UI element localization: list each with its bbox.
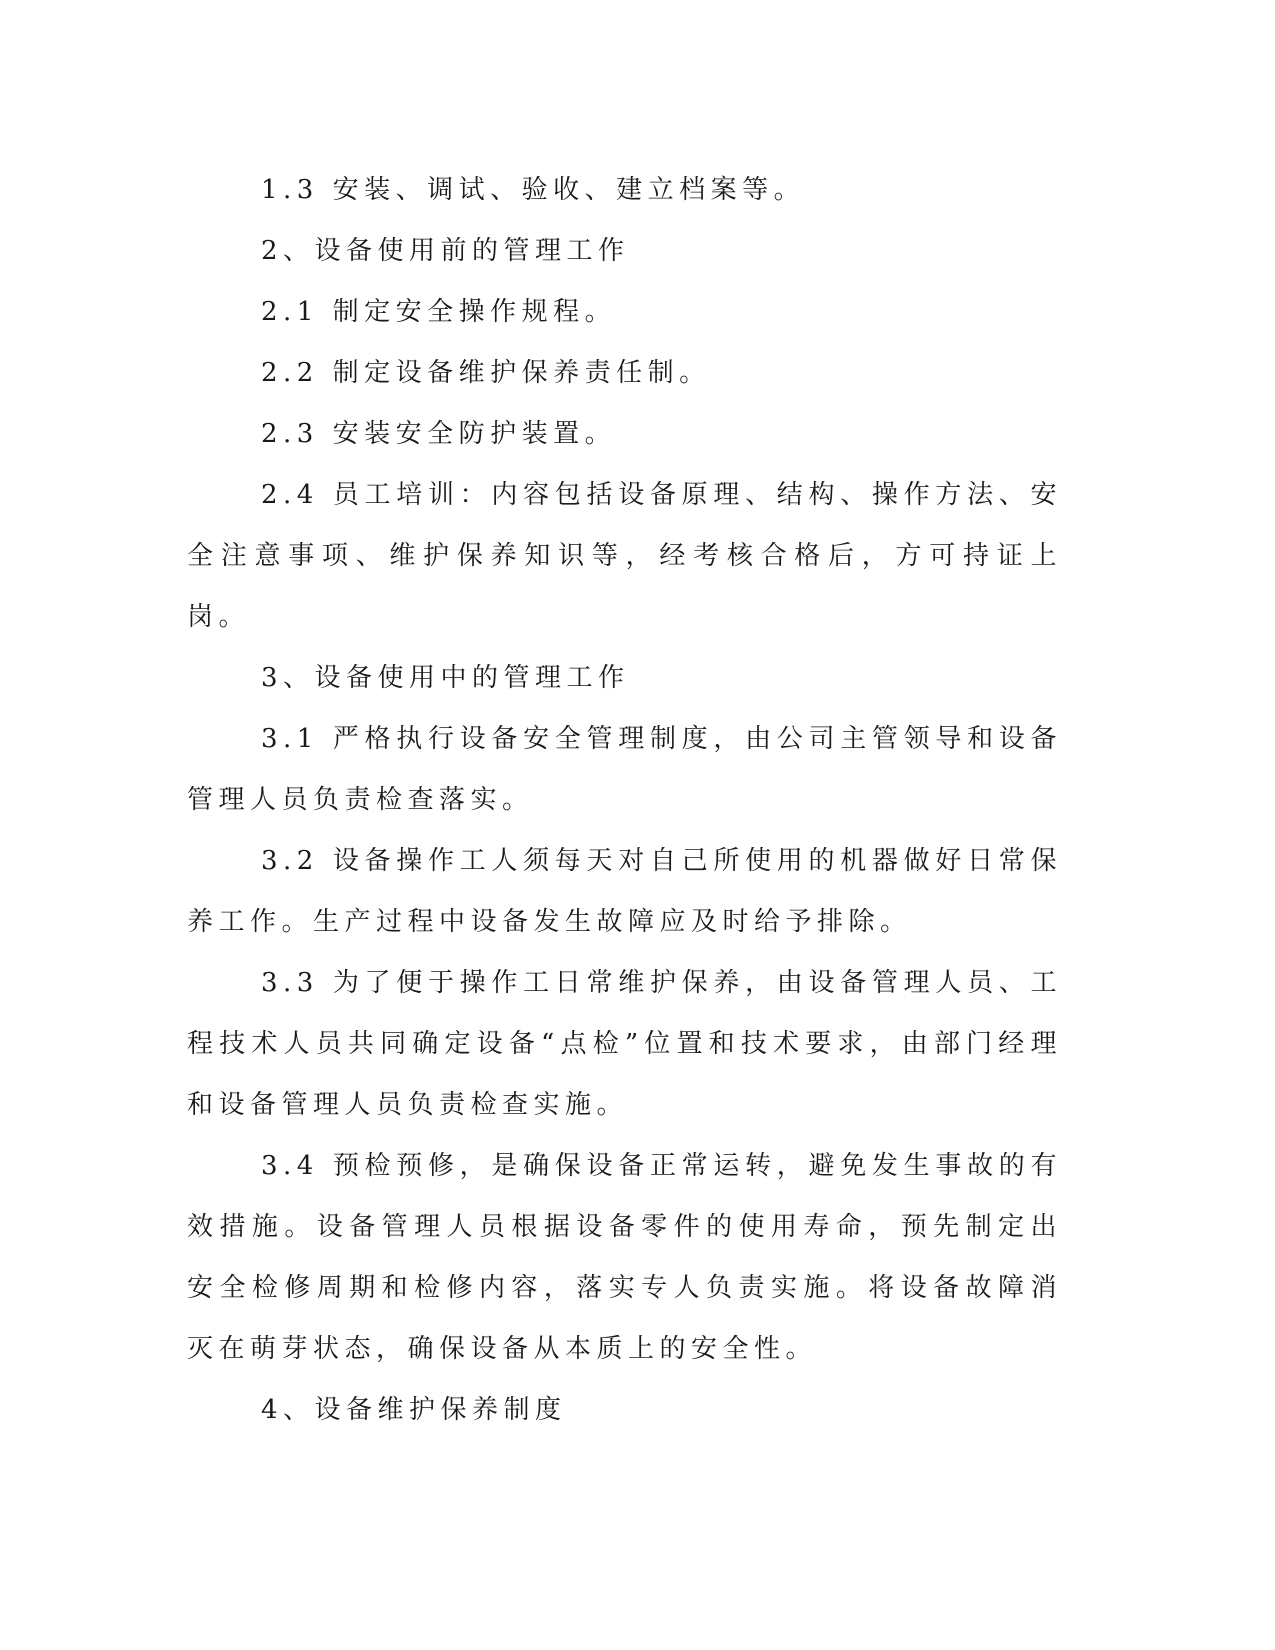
paragraph-3-1: 3.1 严格执行设备安全管理制度，由公司主管领导和设备管理人员负责检查落实。 <box>187 724 1062 815</box>
paragraph-2-1: 2.1 制定安全操作规程。 <box>261 297 617 327</box>
paragraph-1-3: 1.3 安装、调试、验收、建立档案等。 <box>261 175 806 205</box>
heading-section-3: 3、设备使用中的管理工作 <box>261 663 630 693</box>
paragraph-3-3: 3.3 为了便于操作工日常维护保养，由设备管理人员、工程技术人员共同确定设备“点检”位置和技术要求，由部门经理和设备管理人员负责检查实施。 <box>187 968 1062 1120</box>
heading-section-4: 4、设备维护保养制度 <box>261 1395 567 1425</box>
paragraph-3-2: 3.2 设备操作工人须每天对自己所使用的机器做好日常保养工作。生产过程中设备发生故障应及时给予排除。 <box>187 846 1062 937</box>
document-body <box>187 160 1062 1441</box>
heading-section-2: 2、设备使用前的管理工作 <box>261 236 630 266</box>
paragraph-2-2: 2.2 制定设备维护保养责任制。 <box>261 358 711 388</box>
paragraph-2-3: 2.3 安装安全防护装置。 <box>261 419 617 449</box>
paragraph-3-4: 3.4 预检预修，是确保设备正常运转，避免发生事故的有效措施。设备管理人员根据设备零件的使用寿命，预先制定出安全检修周期和检修内容，落实专人负责实施。将设备故障消灭在萌芽状态，确保设备从本质上的安全性。 <box>187 1151 1062 1364</box>
paragraph-2-4: 2.4 员工培训：内容包括设备原理、结构、操作方法、安全注意事项、维护保养知识等，经考核合格后，方可持证上岗。 <box>187 480 1062 632</box>
